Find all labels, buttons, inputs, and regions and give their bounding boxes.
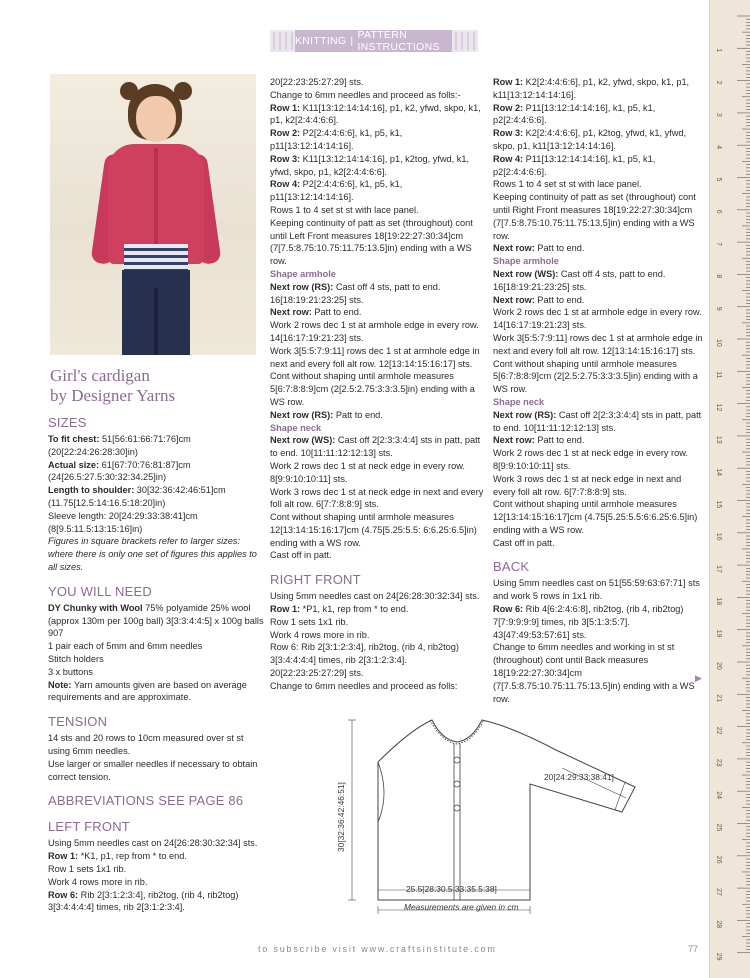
rf-rib-more: Work 4 rows more in rib. <box>270 629 370 640</box>
width-label: 25.5[28:30.5:33:35.5:38] <box>406 884 497 894</box>
lf-row4: Row 4: P2[2:4:4:6:6], k1, p5, k1, p11[13:12:14:14:16]. <box>270 179 403 203</box>
rf-armhole-4: Work 3[5:5:7:9:11] rows dec 1 st at armhole edge in next and every foll alt row. 12[13:14:15:16:17] sts. <box>493 332 703 356</box>
photo-face <box>136 96 176 142</box>
rf-continue: Keeping continuity of patt as set (throughout) cont until Right Front measures 18[19:22:27:30:34]cm (7[7.5:8.75:10.75:11.75:13.5]in) ending with a WS row. <box>493 192 696 241</box>
ruler-label: 10 <box>715 339 722 347</box>
page-number: 77 <box>688 944 699 954</box>
section-label: KNITTING <box>295 35 347 47</box>
lf-neck-3: Work 3 rows dec 1 st at neck edge in next and every foll alt row. 6[7:7:8:8:9] sts. <box>270 486 484 510</box>
lf-armhole-4: Work 3[5:5:7:9:11] rows dec 1 st at armhole edge in next and every foll alt row. 12[13:14:15:16:17] sts. <box>270 345 480 369</box>
fit-chest: To fit chest: 51[56:61:66:71:76]cm (20[22:24:26:28:30]in) <box>48 434 191 457</box>
ruler-label: 8 <box>715 274 722 279</box>
footer-subscribe: to subscribe visit www.craftsinstitute.com <box>258 944 497 954</box>
back-continue: Change to 6mm needles and working in st st (throughout) cont until Back measures 18[19:22:27:30:34]cm (7[7.5:8.75:10.75:11.75:13.5]in) ending with a WS row. <box>493 642 695 704</box>
rf-armhole-2: Next row: Patt to end. <box>493 294 585 305</box>
measuring-ruler <box>709 0 750 978</box>
column-2 <box>270 76 485 693</box>
lf-shape-armhole-heading: Shape armhole <box>270 268 336 279</box>
schematic-armhole-left <box>378 762 384 822</box>
sleeve-length: Sleeve length: 20[24:29:33:38:41]cm (8[9.5:11.5:13:15:16]in) <box>48 510 198 534</box>
rf-neck-2: Next row: Patt to end. <box>493 435 585 446</box>
lf-row3: Row 3: K11[13:12:14:14:16], p1, k2tog, yfwd, k1, yfwd, skpo, p1, k2[2:4:4:6:6]. <box>270 153 470 177</box>
needles-info: 1 pair each of 5mm and 6mm needles <box>48 641 203 652</box>
lf-armhole-2: Next row: Patt to end. <box>270 307 362 318</box>
tension-text-2: Use larger or smaller needles if necessary to obtain correct tension. <box>48 758 258 782</box>
button-icon <box>454 781 460 787</box>
rf-next-row: Next row: Patt to end. <box>493 243 585 254</box>
rf-row2-lace: Row 2: P11[13:12:14:14:16], k1, p5, k1, p2[2:4:4:6:6]. <box>493 102 656 126</box>
left-front-row1: Row 1: *K1, p1, rep from * to end. <box>48 851 187 862</box>
ruler-label: 29 <box>715 952 722 961</box>
schematic-sleeve-cuff <box>615 782 625 810</box>
sleeve-label: 20[24:29:33:38:41] <box>544 772 614 782</box>
section-header-tab <box>295 30 452 52</box>
ruler-scale <box>710 0 750 978</box>
photo-jeans-gap <box>154 288 158 355</box>
rf-neck-5: Cont without shaping until armhole measures 12[13:14:15:16:17]cm (4.75[5.25:5.5:6:6.25:6.5]in) ending with a WS row. <box>493 499 698 535</box>
lf-continue: Keeping continuity of patt as set (throughout) cont until Left Front measures 18[19:22:27:30:34]cm (7[7.5:8.75:10.75:11.75:13.5]in) ending with a WS row. <box>270 217 473 267</box>
holders-info: Stitch holders <box>48 653 104 664</box>
ruler-label: 22 <box>715 726 722 735</box>
height-label: 30[32:36:42:46:51] <box>336 782 346 852</box>
ruler-label: 2 <box>715 80 722 85</box>
ruler-label: 7 <box>715 242 722 247</box>
ruler-label: 19 <box>715 629 722 638</box>
left-front-heading: LEFT FRONT <box>48 819 130 835</box>
tension-text: 14 sts and 20 rows to 10cm measured over st st using 6mm needles. <box>48 733 244 756</box>
lf-neck-1: Next row (WS): Cast off 2[2:3:3:4:4] sts in patt, patt to end. 10[11:11:12:12:13] sts. <box>270 435 481 459</box>
actual-size: Actual size: 61[67:70:76:81:87]cm (24[26.5:27.5:30:32:34.25]in) <box>48 459 191 483</box>
button-icon <box>454 805 460 811</box>
button-icon <box>454 757 460 763</box>
pattern-title-line1: Girl's cardigan <box>50 366 150 385</box>
header-ornament-right <box>452 30 478 52</box>
ruler-label: 24 <box>715 791 722 799</box>
abbreviations-heading: ABBREVIATIONS SEE PAGE 86 <box>48 793 244 809</box>
column-1 <box>48 415 266 914</box>
measurements-caption: Measurements are given in cm <box>404 902 519 912</box>
ruler-label: 3 <box>715 112 722 117</box>
ruler-label: 17 <box>715 565 722 573</box>
rf-row3-lace: Row 3: K2[2:4:4:6:6], p1, k2tog, yfwd, k1, yfwd, skpo, p1, k11[13:12:14:14:16]. <box>493 128 687 151</box>
lf-neck-4: Cont without shaping until armhole measures 12[13:14:15:16:17]cm (4.75[5.25:5.5: 6:6.25:6.5]in) ending with a WS row. <box>270 512 477 548</box>
rf-armhole-1: Next row (WS): Cast off 4 sts, patt to end. 16[18:19:21:23:25] sts. <box>493 268 666 292</box>
lf-row1: Row 1: K11[13:12:14:14:16], p1, k2, yfwd, skpo, k1, p1, k2[2:4:4:6:6]. <box>270 102 481 126</box>
rf-row1: Row 1: *P1, k1, rep from * to end. <box>270 604 409 615</box>
rf-neck-3: Work 2 rows dec 1 st at neck edge in every row. 8[9:9:10:10:11] sts. <box>493 448 688 471</box>
sizes-heading: SIZES <box>48 415 87 430</box>
separator: | <box>350 35 354 47</box>
schematic-outline <box>378 720 635 900</box>
ruler-label: 20 <box>715 662 722 670</box>
lf-rows-set: Rows 1 to 4 set st st with lace panel. <box>270 204 419 215</box>
continue-arrow-icon: ▶ <box>695 673 702 683</box>
ruler-label: 18 <box>715 597 722 606</box>
ruler-label: 27 <box>715 888 722 896</box>
rf-shape-neck-heading: Shape neck <box>493 396 545 407</box>
rf-row4-lace: Row 4: P11[13:12:14:14:16], k1, p5, k1, p2[2:4:4:6:6]. <box>493 153 656 177</box>
lf-armhole-3: Work 2 rows dec 1 st at armhole edge in every row. 14[16:17:19:21:23] sts. <box>270 320 479 343</box>
rf-rows-set: Rows 1 to 4 set st st with lace panel. <box>493 179 642 190</box>
rf-neck-4: Work 3 rows dec 1 st at neck edge in next and every foll alt row. 6[7:7:8:8:9] sts. <box>493 473 682 497</box>
lf-neck-5: Cast off in patt. <box>270 550 332 561</box>
rf-armhole-5: Cont without shaping until armhole measures 5[6:7:8:8:9]cm (2[2.5:2.75:3:3:3.5]in) ending with a WS row. <box>493 358 698 395</box>
subsection-label: PATTERN INSTRUCTIONS <box>357 29 440 53</box>
ruler-label: 13 <box>715 435 722 444</box>
back-cast-on: Using 5mm needles cast on 51[55:59:63:67:71] sts and work 5 rows in 1x1 rib. <box>493 578 700 602</box>
yarn-note: Note: Yarn amounts given are based on average requirements and are approximate. <box>48 679 247 703</box>
lf-armhole-1: Next row (RS): Cast off 4 sts, patt to end. 16[18:19:21:23:25] sts. <box>270 281 441 305</box>
rf-row1-lace: Row 1: K2[2:4:4:6:6], p1, k2, yfwd, skpo, k1, p1, k11[13:12:14:14:16]. <box>493 77 690 100</box>
column-3 <box>493 76 705 705</box>
ruler-label: 28 <box>715 920 722 929</box>
header-ornament-left <box>270 30 296 52</box>
ruler-label: 12 <box>715 403 722 412</box>
figures-note: Figures in square brackets refer to larger sizes: where there is only one set of figures this applies to all sizes. <box>48 536 257 572</box>
left-front-cast-on: Using 5mm needles cast on 24[26:28:30:32:34] sts. <box>48 838 258 849</box>
length-to-shoulder: Length to shoulder: 30[32:36:42:46:51]cm (11.75[12.5:14:16.5:18:20]in) <box>48 485 226 508</box>
ruler-label: 23 <box>715 758 722 767</box>
left-front-rib-more: Work 4 rows more in rib. <box>48 876 148 887</box>
lf-change-needles: Change to 6mm needles and proceed as folls:- <box>270 89 461 100</box>
left-front-row6: Row 6: Rib 2[3:1:2:3:4], rib2tog, (rib 4, rib2tog) 3[3:4:4:4:4] times, rib 2[3:1:2:3:4]. <box>48 889 239 913</box>
ruler-label: 4 <box>715 145 722 150</box>
ruler-label: 15 <box>715 500 722 509</box>
ruler-label: 6 <box>715 209 722 214</box>
back-row6: Row 6: Rib 4[6:2:4:6:8], rib2tog, (rib 4, rib2tog) 7[7:9:9:9:9] times, rib 3[5:1:3:5:7]. 43[47:49:53:57:61] sts. <box>493 604 684 640</box>
rf-change-needles: Change to 6mm needles and proceed as folls: <box>270 680 458 691</box>
rf-cast-on: Using 5mm needles cast on 24[26:28:30:32:34] sts. <box>270 591 480 602</box>
model-photo <box>50 74 256 355</box>
ruler-label: 25 <box>715 823 722 832</box>
lf-armhole-6: Next row (RS): Patt to end. <box>270 409 383 420</box>
rf-row6: Row 6: Rib 2[3:1:2:3:4], rib2tog, (rib 4, rib2tog) 3[3:4:4:4:4] times, rib 2[3:1:2:3:4]. 20[22:23:25:27:29] sts. <box>270 642 459 679</box>
you-will-need-heading: YOU WILL NEED <box>48 583 152 599</box>
lf-sts-count: 20[22:23:25:27:29] sts. <box>270 77 364 87</box>
lf-row2: Row 2: P2[2:4:4:6:6], k1, p5, k1, p11[13:12:14:14:16]. <box>270 128 403 151</box>
right-front-heading: RIGHT FRONT <box>270 572 361 588</box>
yarn-info: DY Chunky with Wool 75% polyamide 25% wool (approx 130m per 100g ball) 3[3:3:4:4:5] x 100g balls 907 <box>48 602 264 639</box>
ruler-label: 9 <box>715 306 722 311</box>
ruler-label: 14 <box>715 468 722 476</box>
ruler-label: 16 <box>715 532 722 541</box>
cardigan-schematic <box>330 712 695 917</box>
lf-shape-neck-heading: Shape neck <box>270 422 322 433</box>
pattern-title <box>50 366 260 406</box>
schematic-neckband <box>430 720 484 744</box>
rf-shape-armhole-heading: Shape armhole <box>493 256 559 267</box>
rf-neck-6: Cast off in patt. <box>493 537 555 548</box>
ruler-label: 11 <box>715 371 722 379</box>
lf-neck-2: Work 2 rows dec 1 st at neck edge in every row. 8[9:9:10:10:11] sts. <box>270 460 465 484</box>
lf-armhole-5: Cont without shaping until armhole measures 5[6:7:8:8:9]cm (2[2.5:2.75:3:3:3.5]in) ending with a WS row. <box>270 371 475 407</box>
ruler-label: 5 <box>715 177 722 182</box>
back-heading: BACK <box>493 559 530 575</box>
ruler-label: 1 <box>715 48 722 53</box>
pattern-title-line2: by Designer Yarns <box>50 386 176 405</box>
schematic-svg <box>330 712 695 917</box>
ruler-label: 26 <box>715 855 722 864</box>
buttons-info: 3 x buttons <box>48 666 93 677</box>
ruler-label: 21 <box>715 694 722 703</box>
rf-neck-1: Next row (RS): Cast off 2[2:3:3:4:4] sts in patt, patt to end. 10[11:11:12:12:13] sts. <box>493 409 702 433</box>
rf-rib-set: Row 1 sets 1x1 rib. <box>270 616 349 627</box>
left-front-rib-set: Row 1 sets 1x1 rib. <box>48 863 127 874</box>
tension-heading: TENSION <box>48 714 108 730</box>
rf-armhole-3: Work 2 rows dec 1 st at armhole edge in every row. 14[16:17:19:21:23] sts. <box>493 307 702 331</box>
